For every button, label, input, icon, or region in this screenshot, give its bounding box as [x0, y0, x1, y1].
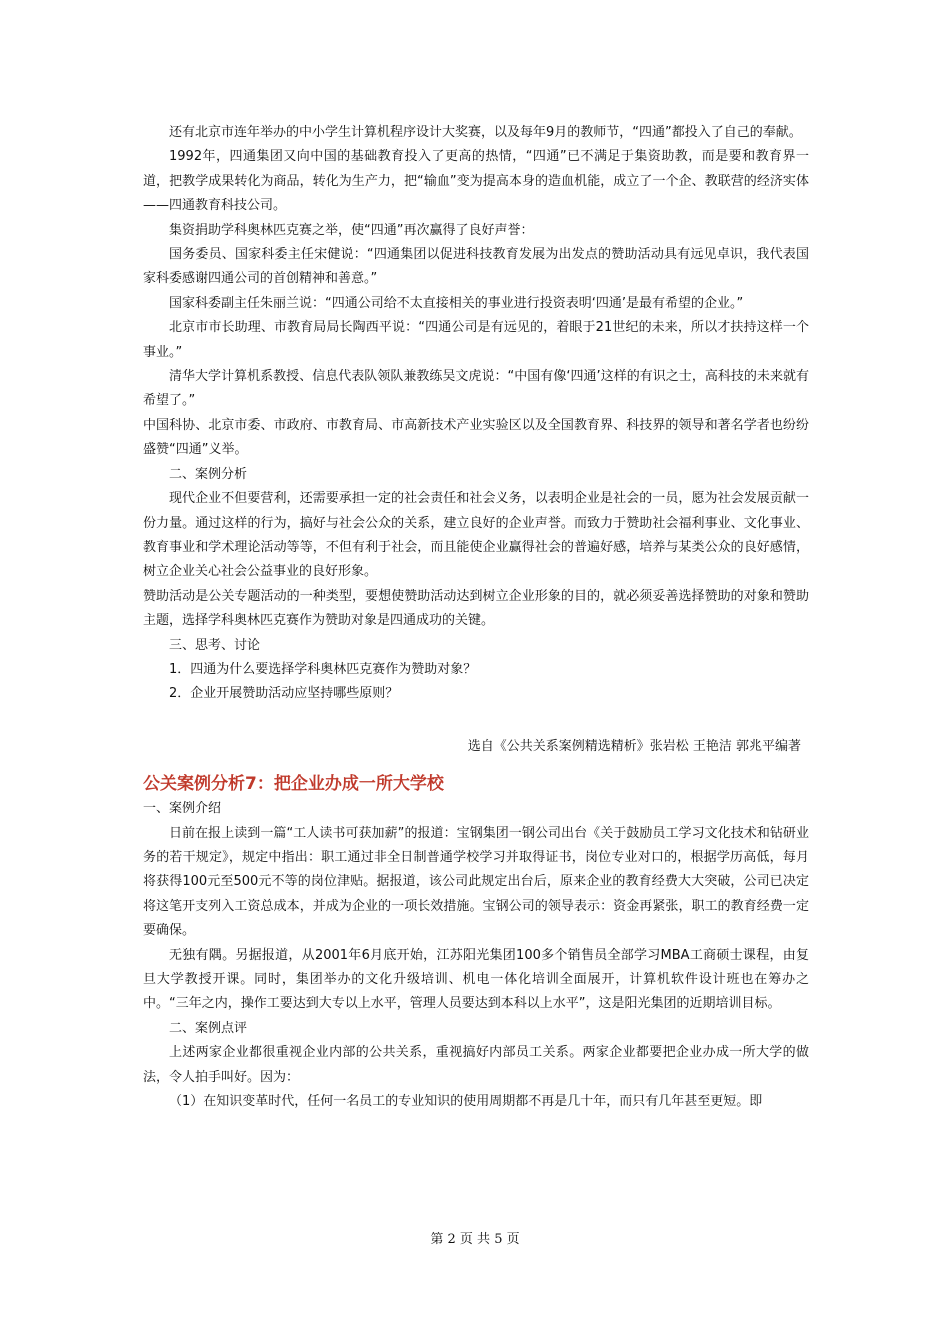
paragraph: （1）在知识变革时代，任何一名员工的专业知识的使用周期都不再是几十年，而只有几年甚至更短。即 [169, 1094, 763, 1110]
section-university-case [143, 797, 809, 1114]
paragraph: 国务委员、国家科委主任宋健说：“四通集团以促进科技教育发展为出发点的赞助活动具有远见卓识，我代表国家科委感谢四通公司的首创精神和善意。” [143, 247, 809, 287]
source-citation: 选自《公共关系案例精选精析》张岩松 王艳洁 郭兆平编著 [467, 738, 801, 754]
paragraph: 北京市市长助理、市教育局局长陶西平说：“四通公司是有远见的，着眼于21世纪的未来，所以才扶持这样一个事业。” [143, 320, 809, 360]
paragraph: 现代企业不但要营利，还需要承担一定的社会责任和社会义务，以表明企业是社会的一员，愿为社会发展贡献一份力量。通过这样的行为，搞好与社会公众的关系，建立良好的企业声誉。而致力于赞助社会福利事业、文化事业、教育事业和学术理论活动等等，不但有利于社会，而且能使企业赢得社会的普遍好感，培养与某类公众的良好感情，树立企业关心社会公益事业的良好形象。 [143, 491, 809, 580]
paragraph: 二、案例点评 [169, 1020, 248, 1036]
document-body [143, 121, 809, 1114]
paragraph: 赞助活动是公关专题活动的一种类型，要想使赞助活动达到树立企业形象的目的，就必须妥善选择赞助的对象和赞助主题，选择学科奥林匹克赛作为赞助对象是四通成功的关键。 [143, 588, 809, 629]
paragraph: 中国科协、北京市委、市政府、市教育局、市高新技术产业实验区以及全国教育界、科技界的领导和著名学者也纷纷盛赞“四通”义举。 [143, 417, 809, 458]
paragraph: 一、案例介绍 [143, 801, 222, 817]
case-title: 公关案例分析7：把企业办成一所大学校 [143, 774, 444, 795]
paragraph: 三、思考、讨论 [169, 637, 261, 653]
paragraph: 1．四通为什么要选择学科奥林匹克赛作为赞助对象？ [169, 661, 477, 677]
section-sitong-case [143, 121, 809, 707]
paragraph: 2．企业开展赞助活动应坚持哪些原则？ [169, 686, 399, 702]
paragraph: 国家科委副主任朱丽兰说：“四通公司给不太直接相关的事业进行投资表明‘四通’是最有希望的企业。” [169, 295, 744, 311]
paragraph: 清华大学计算机系教授、信息代表队领队兼教练吴文虎说：“中国有像‘四通’这样的有识之士，高科技的未来就有希望了。” [143, 369, 809, 409]
paragraph: 还有北京市连年举办的中小学生计算机程序设计大奖赛，以及每年9月的教师节，“四通”都投入了自己的奉献。 [169, 125, 802, 140]
paragraph: 二、案例分析 [169, 466, 248, 482]
paragraph: 无独有隅。另据报道，从2001年6月底开始，江苏阳光集团100多个销售员全部学习MBA工商硕士课程，由复旦大学教授开课。同时，集团举办的文化升级培训、机电一体化培训全面展开，计算机软件设计班也在筹办之中。“三年之内，操作工要达到大专以上水平，管理人员要达到本科以上水平”，这是阳光集团的近期培训目标。 [143, 947, 809, 1012]
paragraph: 1992年，四通集团又向中国的基础教育投入了更高的热情，“四通”已不满足于集资助教，而是要和教育界一道，把教学成果转化为商品，转化为生产力，把“输血”变为提高本身的造血机能，成立了一个企、教联营的经济实体——四通教育科技公司。 [143, 149, 809, 214]
paragraph: 集资捐助学科奥林匹克赛之举，使“四通”再次赢得了良好声誉： [169, 222, 534, 238]
paragraph: 日前在报上读到一篇“工人读书可获加薪”的报道：宝钢集团一钢公司出台《关于鼓励员工学习文化技术和钻研业务的若干规定》，规定中指出：职工通过非全日制普通学校学习并取得证书，岗位专业对口的，根据学历高低，每月将获得100元至500元不等的岗位津贴。据报道，该公司此规定出台后，原来企业的教育经费大大突破，公司已决定将这笔开支列入工资总成本，并成为企业的一项长效措施。宝钢公司的领导表示：资金再紧张，职工的教育经费一定要确保。 [143, 825, 809, 939]
paragraph: 上述两家企业都很重视企业内部的公共关系，重视搞好内部员工关系。两家企业都要把企业办成一所大学的做法，令人拍手叫好。因为： [143, 1045, 809, 1085]
page-footer: 第 2 页 共 5 页 [430, 1232, 520, 1247]
